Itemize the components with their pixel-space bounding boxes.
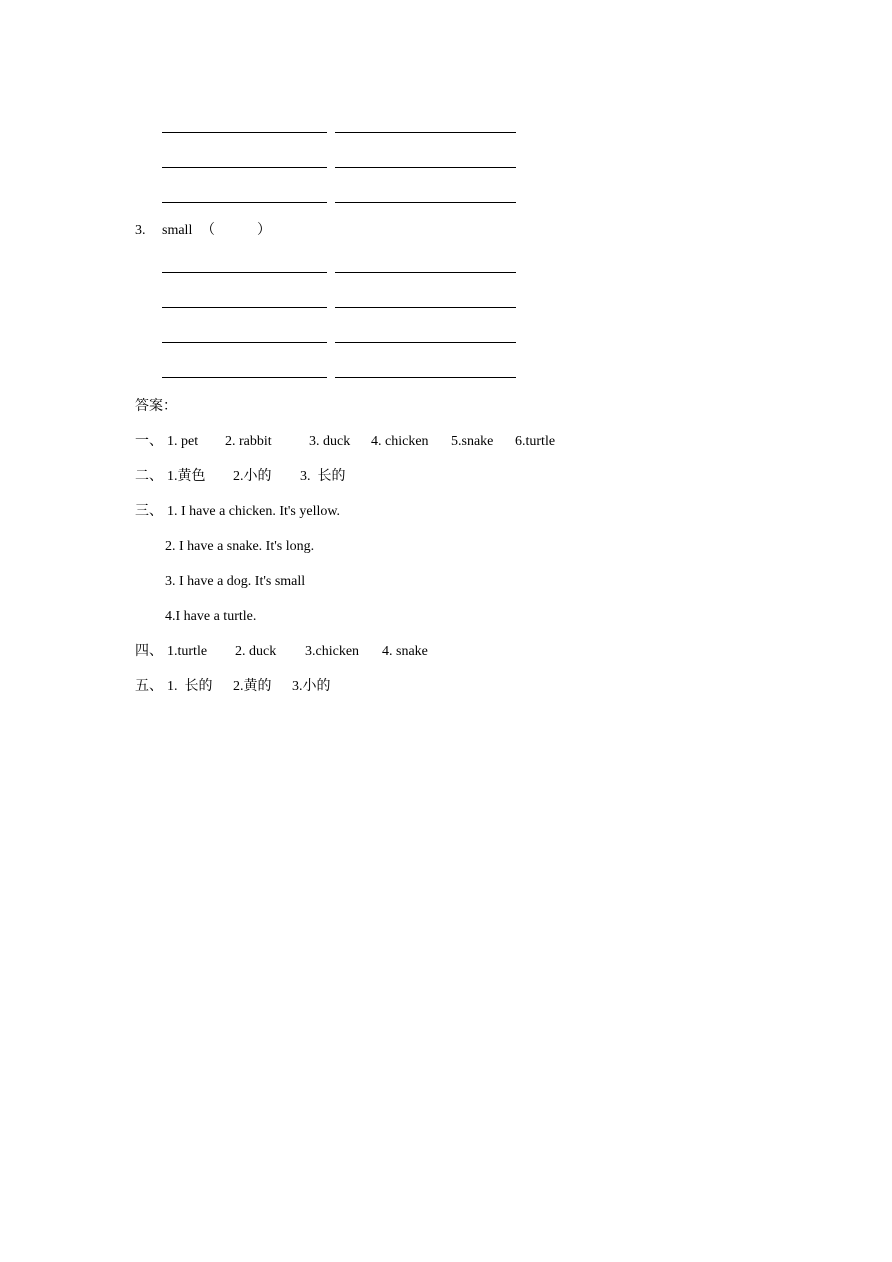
writing-line [162, 132, 327, 133]
answer-item: 6.turtle [515, 434, 556, 449]
writing-line [335, 272, 516, 273]
writing-line [335, 377, 516, 378]
answer-item: 1. pet [167, 434, 199, 449]
question-number: 3. [135, 223, 146, 238]
answer-sentence: 4.I have a turtle. [165, 609, 257, 624]
answer-item: 3. duck [309, 434, 351, 449]
writing-line [335, 342, 516, 343]
answer-item: 2.小的 [233, 469, 272, 484]
writing-line [162, 202, 327, 203]
writing-line [162, 272, 327, 273]
answer-item: 3.小的 [292, 679, 331, 694]
answer-item: 1.turtle [167, 644, 208, 659]
answer-item: 4. snake [382, 644, 428, 659]
answer-item: 5.snake [451, 434, 494, 449]
section-label: 一、 [135, 434, 163, 449]
answer-item: 3. 长的 [300, 469, 346, 484]
writing-line [162, 377, 327, 378]
writing-line [162, 307, 327, 308]
answer-title: 答案： [135, 399, 177, 414]
answer-sentence: 1. I have a chicken. It's yellow. [167, 504, 341, 519]
answer-item: 1.黄色 [167, 469, 206, 484]
writing-line [335, 307, 516, 308]
writing-line [335, 132, 516, 133]
section-label: 四、 [135, 644, 163, 659]
answer-sentence: 2. I have a snake. It's long. [165, 539, 315, 554]
section-label: 三、 [135, 504, 163, 519]
section-label: 二、 [135, 469, 163, 484]
question-word: small [162, 223, 193, 238]
answer-parentheses: （ ） [201, 223, 271, 238]
answer-item: 3.chicken [305, 644, 360, 659]
answer-item: 2. rabbit [225, 434, 272, 449]
answer-sentence: 3. I have a dog. It's small [165, 574, 306, 589]
writing-line [162, 342, 327, 343]
answer-item: 4. chicken [371, 434, 429, 449]
answer-item: 2. duck [235, 644, 277, 659]
writing-line [335, 202, 516, 203]
writing-line [162, 167, 327, 168]
answer-item: 1. 长的 [167, 679, 213, 694]
section-label: 五、 [135, 679, 163, 694]
answer-item: 2.黄的 [233, 679, 272, 694]
writing-line [335, 167, 516, 168]
